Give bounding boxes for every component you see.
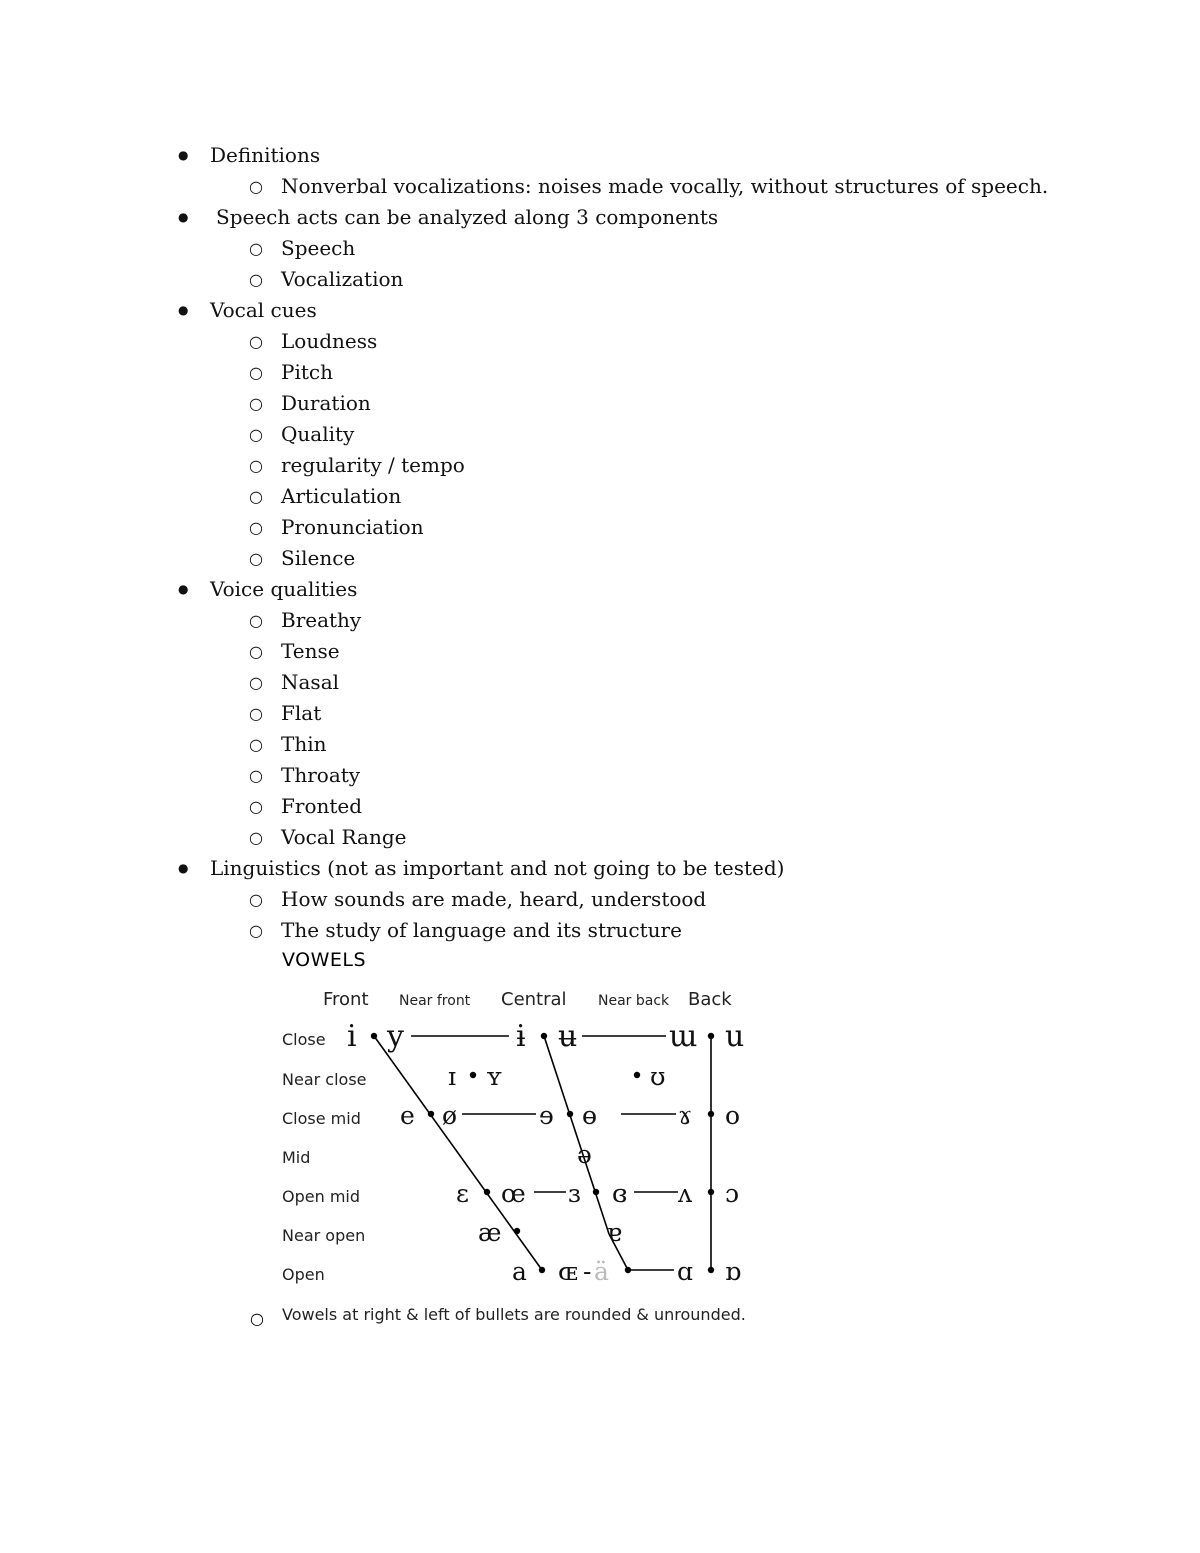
row-label-open-mid: Open mid: [282, 1187, 361, 1206]
bullet-hollow: ○: [249, 890, 263, 909]
row-label-close-mid: Close mid: [282, 1109, 361, 1128]
list-item-text: Pitch: [281, 360, 333, 384]
vowel-symbol-faded: ä: [594, 1257, 609, 1286]
list-item: [249, 760, 361, 791]
list-item-text: Thin: [281, 732, 327, 756]
dot: [708, 1267, 714, 1273]
dot: [428, 1111, 434, 1117]
vowel-chart-figure: [250, 944, 756, 1334]
vowel-symbol: ə: [577, 1140, 592, 1169]
vowel-symbol: ɛ: [456, 1179, 469, 1208]
vowel-symbol: u: [725, 1019, 745, 1054]
list-item: [249, 543, 356, 574]
dot: [484, 1189, 490, 1195]
bullet-hollow: ○: [250, 1309, 264, 1328]
dot: [708, 1033, 714, 1039]
line-front-diagonal: [374, 1036, 542, 1270]
section-heading-linguistics: Linguistics (not as important and not going to be tested): [210, 856, 785, 880]
list-item: [249, 791, 363, 822]
dot: [541, 1033, 547, 1039]
list-item: [249, 388, 371, 419]
bullet-hollow: ○: [249, 704, 263, 723]
section-heading-vocal-cues: Vocal cues: [210, 298, 317, 322]
list-item: [178, 295, 317, 326]
bullet-hollow: ○: [249, 363, 263, 382]
bullet-hollow: ○: [249, 394, 263, 413]
vowel-symbol: ɔ: [725, 1179, 740, 1208]
vowel-symbol: i: [347, 1019, 357, 1054]
vowel-dash: -: [583, 1257, 592, 1286]
bullet-filled: ●: [178, 148, 189, 162]
bullet-hollow: ○: [249, 549, 263, 568]
column-header-near-front: Near front: [399, 993, 471, 1009]
list-item: [249, 884, 707, 915]
vowel-symbol: ɞ: [612, 1179, 628, 1208]
list-item: [249, 450, 465, 481]
bullet-filled: ●: [178, 582, 189, 596]
dot: [593, 1189, 599, 1195]
bullet-hollow: ○: [249, 735, 263, 754]
list-item-text: The study of language and its structure: [281, 918, 682, 942]
list-item: [249, 822, 407, 853]
column-header-back: Back: [688, 989, 732, 1010]
list-item-text: Silence: [281, 546, 356, 570]
vowel-symbol: ɨ: [516, 1019, 526, 1054]
list-item-text: Quality: [281, 422, 355, 446]
bullet-hollow: ○: [249, 332, 263, 351]
vowel-symbol: o: [725, 1101, 741, 1130]
vowel-symbol: ɒ: [725, 1257, 742, 1286]
list-item: [249, 481, 402, 512]
bullet-filled: ●: [178, 303, 189, 317]
vowel-symbol: æ: [478, 1218, 502, 1247]
column-header-near-back: Near back: [598, 993, 670, 1009]
list-item: [249, 171, 1049, 202]
list-item-text: Pronunciation: [281, 515, 424, 539]
vowel-symbol: ɤ: [678, 1101, 693, 1130]
dot: [567, 1111, 573, 1117]
list-item: [249, 264, 404, 295]
vowel-symbol: ɑ: [677, 1257, 694, 1286]
row-label-open: Open: [282, 1265, 325, 1284]
list-item: [249, 605, 362, 636]
list-item: [249, 512, 424, 543]
vowel-symbol: y: [387, 1019, 404, 1054]
vowel-symbol: ʏ: [486, 1062, 503, 1091]
row-label-mid: Mid: [282, 1148, 311, 1167]
list-item-text: Fronted: [281, 794, 363, 818]
list-item-text: Loudness: [281, 329, 378, 353]
dot: [634, 1072, 640, 1078]
bullet-hollow: ○: [249, 177, 263, 196]
vowel-symbol: ɘ: [539, 1101, 554, 1130]
list-item: [178, 202, 719, 233]
vowel-symbol: œ: [501, 1179, 526, 1208]
vowel-symbol: ʊ: [650, 1062, 666, 1091]
vowel-symbol: ɯ: [669, 1019, 698, 1054]
vowel-symbol: ʉ: [558, 1019, 578, 1054]
vowel-chart-caption: Vowels at right & left of bullets are rounded & unrounded.: [282, 1305, 746, 1324]
bullet-hollow: ○: [249, 487, 263, 506]
list-item-text: Duration: [281, 391, 371, 415]
vowel-symbol: ɜ: [568, 1179, 581, 1208]
list-item: [249, 419, 355, 450]
list-item: [249, 636, 340, 667]
vowel-symbol: e: [400, 1101, 415, 1130]
dot: [539, 1267, 545, 1273]
bullet-hollow: ○: [249, 425, 263, 444]
vowel-chart-svg: [250, 944, 756, 1334]
list-item: [178, 140, 321, 171]
bullet-filled: ●: [178, 210, 189, 224]
list-item-text: Vocal Range: [281, 825, 407, 849]
vowel-symbol: ɶ: [558, 1257, 578, 1286]
vowel-symbol: ʌ: [678, 1179, 693, 1208]
list-item-text: How sounds are made, heard, understood: [281, 887, 707, 911]
bullet-hollow: ○: [249, 611, 263, 630]
list-item: [178, 853, 785, 884]
bullet-hollow: ○: [249, 642, 263, 661]
list-item: [249, 915, 682, 946]
column-header-central: Central: [501, 989, 567, 1010]
bullet-hollow: ○: [249, 239, 263, 258]
dot: [514, 1228, 520, 1234]
row-label-near-close: Near close: [282, 1070, 367, 1089]
list-item: [249, 326, 378, 357]
list-item: [249, 667, 340, 698]
bullet-hollow: ○: [249, 797, 263, 816]
list-item-text: Tense: [281, 639, 340, 663]
list-item-text: regularity / tempo: [281, 453, 465, 477]
list-item-text: Speech: [281, 236, 356, 260]
list-item: [249, 698, 322, 729]
section-heading-voice-qualities: Voice qualities: [210, 577, 358, 601]
column-header-front: Front: [323, 989, 369, 1010]
row-label-near-open: Near open: [282, 1226, 366, 1245]
list-item-text: Vocalization: [281, 267, 404, 291]
vowel-symbol: ɐ: [607, 1218, 622, 1247]
bullet-hollow: ○: [249, 766, 263, 785]
list-item: [249, 729, 327, 760]
section-heading-definitions: Definitions: [210, 143, 321, 167]
list-item: [249, 357, 333, 388]
section-heading-speech-acts: Speech acts can be analyzed along 3 components: [216, 205, 719, 229]
dot: [708, 1111, 714, 1117]
bullet-hollow: ○: [249, 921, 263, 940]
bullet-hollow: ○: [249, 456, 263, 475]
list-item-text: Nonverbal vocalizations: noises made vocally, without structures of speech.: [281, 174, 1049, 198]
vowel-symbol: ɪ: [448, 1062, 456, 1091]
list-item: [249, 233, 356, 264]
row-label-close: Close: [282, 1030, 326, 1049]
bullet-filled: ●: [178, 861, 189, 875]
bullet-hollow: ○: [249, 673, 263, 692]
list-item-text: Nasal: [281, 670, 340, 694]
dot: [625, 1267, 631, 1273]
list-item-text: Breathy: [281, 608, 362, 632]
dot: [470, 1072, 476, 1078]
bullet-hollow: ○: [249, 518, 263, 537]
vowel-symbol: a: [512, 1257, 527, 1286]
bullet-hollow: ○: [249, 828, 263, 847]
dot: [708, 1189, 714, 1195]
dot: [371, 1033, 377, 1039]
vowel-symbol: ɵ: [582, 1101, 598, 1130]
list-item-text: Throaty: [281, 763, 361, 787]
vowel-symbol: ø: [442, 1101, 458, 1130]
vowel-chart-title: VOWELS: [282, 949, 367, 971]
list-item: [178, 574, 358, 605]
list-item-text: Articulation: [281, 484, 402, 508]
bullet-hollow: ○: [249, 270, 263, 289]
list-item-text: Flat: [281, 701, 322, 725]
